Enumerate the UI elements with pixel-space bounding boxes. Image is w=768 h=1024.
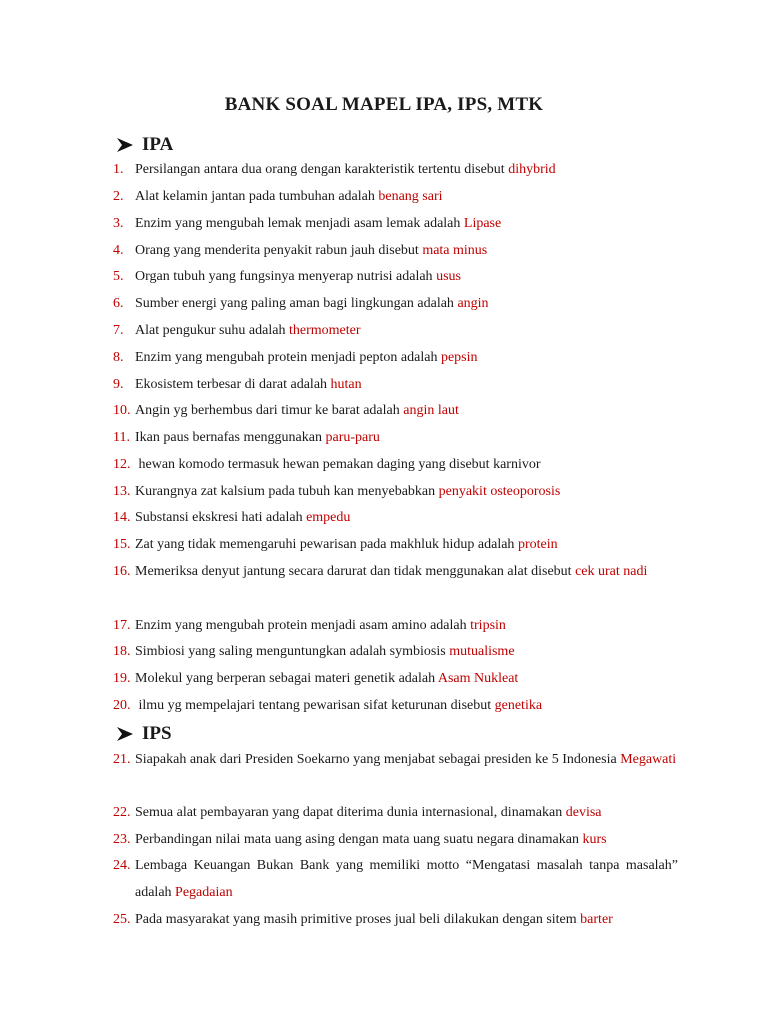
question-text: Sumber energi yang paling aman bagi lingkungan adalah bbox=[135, 296, 458, 311]
question-number: 1. bbox=[113, 162, 124, 177]
question-number: 6. bbox=[113, 296, 124, 311]
question-text: Organ tubuh yang fungsinya menyerap nutrisi adalah bbox=[135, 269, 437, 284]
answer-text: benang sari bbox=[378, 189, 443, 204]
question-item bbox=[113, 237, 678, 264]
question-text: Enzim yang mengubah protein menjadi pepton adalah bbox=[135, 350, 441, 365]
section-label: IPS bbox=[142, 723, 172, 744]
question-text: Perbandingan nilai mata uang asing dengan mata uang suatu negara dinamakan bbox=[135, 832, 583, 847]
section-label: IPA bbox=[142, 134, 174, 155]
answer-text: kurs bbox=[582, 832, 607, 847]
question-number: 11. bbox=[113, 430, 130, 445]
question-text: Angin yg berhembus dari timur ke barat adalah bbox=[135, 403, 404, 418]
question-number: 9. bbox=[113, 377, 124, 392]
question-text: Kurangnya zat kalsium pada tubuh kan menyebabkan bbox=[135, 484, 439, 499]
section-heading-ips bbox=[114, 722, 172, 746]
question-number: 5. bbox=[113, 269, 124, 284]
question-item bbox=[113, 317, 678, 344]
question-item bbox=[113, 344, 678, 371]
question-number: 20. bbox=[113, 698, 131, 713]
question-number: 21. bbox=[113, 752, 131, 767]
question-item bbox=[113, 826, 678, 853]
question-text: Alat kelamin jantan pada tumbuhan adalah bbox=[135, 189, 379, 204]
question-item bbox=[113, 746, 678, 773]
question-number: 13. bbox=[113, 484, 131, 499]
answer-text: angin bbox=[457, 296, 489, 311]
answer-text: Megawati bbox=[620, 752, 677, 767]
answer-text: mata minus bbox=[422, 243, 488, 258]
question-number: 23. bbox=[113, 832, 131, 847]
question-item bbox=[113, 183, 678, 210]
question-item bbox=[113, 906, 678, 933]
question-text: Ikan paus bernafas menggunakan bbox=[135, 430, 326, 445]
answer-text: angin laut bbox=[403, 403, 459, 418]
question-text: Orang yang menderita penyakit rabun jauh disebut bbox=[135, 243, 423, 258]
question-item bbox=[113, 397, 678, 424]
answer-text: empedu bbox=[306, 510, 351, 525]
question-text: Memeriksa denyut jantung secara darurat dan tidak menggunakan alat disebut bbox=[135, 564, 576, 579]
question-item bbox=[113, 478, 678, 505]
question-item bbox=[113, 665, 678, 692]
question-item bbox=[113, 692, 678, 719]
question-number: 3. bbox=[113, 216, 124, 231]
question-text: Pada masyarakat yang masih primitive proses jual beli dilakukan dengan sitem bbox=[135, 912, 581, 927]
answer-text: devisa bbox=[565, 805, 602, 820]
question-number: 24. bbox=[113, 858, 131, 873]
answer-text: usus bbox=[436, 269, 461, 284]
question-text: Zat yang tidak memengaruhi pewarisan pada makhluk hidup adalah bbox=[135, 537, 518, 552]
answer-text: pepsin bbox=[440, 350, 478, 365]
question-item bbox=[113, 504, 678, 531]
answer-text: thermometer bbox=[288, 323, 361, 338]
answer-text: Lipase bbox=[463, 216, 502, 231]
question-number: 18. bbox=[113, 644, 131, 659]
answer-text: paru-paru bbox=[325, 430, 380, 445]
question-text: Substansi ekskresi hati adalah bbox=[135, 510, 307, 525]
answer-text: Pegadaian bbox=[175, 885, 233, 900]
question-item bbox=[113, 424, 678, 451]
question-text: Lembaga Keuangan Bukan Bank yang memiliki motto “Mengatasi masalah tanpa masalah” adalah bbox=[135, 858, 678, 900]
question-number: 16. bbox=[113, 564, 131, 579]
question-item bbox=[113, 558, 678, 585]
question-item bbox=[113, 210, 678, 237]
question-number: 17. bbox=[113, 618, 131, 633]
question-number: 12. bbox=[113, 457, 131, 472]
question-item bbox=[113, 451, 678, 478]
question-text: Enzim yang mengubah protein menjadi asam amino adalah bbox=[135, 618, 471, 633]
answer-text: barter bbox=[580, 912, 613, 927]
question-item bbox=[113, 263, 678, 290]
answer-text: Asam Nukleat bbox=[437, 671, 519, 686]
question-item bbox=[113, 638, 678, 665]
question-text: ilmu yg mempelajari tentang pewarisan sifat keturunan disebut bbox=[135, 698, 495, 713]
answer-text: penyakit osteoporosis bbox=[438, 484, 561, 499]
arrowhead-bullet-icon bbox=[114, 136, 136, 154]
question-number: 25. bbox=[113, 912, 131, 927]
question-item bbox=[113, 531, 678, 558]
question-text: Persilangan antara dua orang dengan karakteristik tertentu disebut bbox=[135, 162, 509, 177]
question-text: Enzim yang mengubah lemak menjadi asam lemak adalah bbox=[135, 216, 464, 231]
question-item bbox=[113, 290, 678, 317]
question-text: Molekul yang berperan sebagai materi genetik adalah bbox=[135, 671, 438, 686]
question-text: Siapakah anak dari Presiden Soekarno yang menjabat sebagai presiden ke 5 Indonesia bbox=[135, 752, 621, 767]
answer-text: tripsin bbox=[470, 618, 506, 633]
question-item bbox=[113, 799, 678, 826]
answer-text: cek urat nadi bbox=[575, 564, 648, 579]
answer-text: mutualisme bbox=[449, 644, 515, 659]
question-text: Alat pengukur suhu adalah bbox=[135, 323, 289, 338]
page-title: BANK SOAL MAPEL IPA, IPS, MTK bbox=[224, 94, 544, 115]
question-text: hewan komodo termasuk hewan pemakan daging yang disebut karnivor bbox=[135, 457, 541, 472]
question-number: 22. bbox=[113, 805, 131, 820]
question-number: 8. bbox=[113, 350, 124, 365]
question-number: 14. bbox=[113, 510, 131, 525]
question-number: 7. bbox=[113, 323, 124, 338]
question-number: 4. bbox=[113, 243, 124, 258]
question-item bbox=[113, 371, 678, 398]
section-heading-ipa bbox=[114, 133, 173, 157]
question-number: 15. bbox=[113, 537, 131, 552]
question-text: Ekosistem terbesar di darat adalah bbox=[135, 377, 331, 392]
answer-text: protein bbox=[517, 537, 558, 552]
question-number: 10. bbox=[113, 403, 131, 418]
question-item bbox=[113, 156, 678, 183]
answer-text: hutan bbox=[330, 377, 362, 392]
question-text: Simbiosi yang saling menguntungkan adalah symbiosis bbox=[135, 644, 450, 659]
answer-text: genetika bbox=[494, 698, 543, 713]
question-number: 19. bbox=[113, 671, 131, 686]
arrowhead-bullet-icon bbox=[114, 725, 136, 743]
answer-text: dihybrid bbox=[508, 162, 556, 177]
question-number: 2. bbox=[113, 189, 124, 204]
question-item bbox=[113, 852, 678, 906]
question-item bbox=[113, 612, 678, 639]
question-text: Semua alat pembayaran yang dapat diterima dunia internasional, dinamakan bbox=[135, 805, 566, 820]
